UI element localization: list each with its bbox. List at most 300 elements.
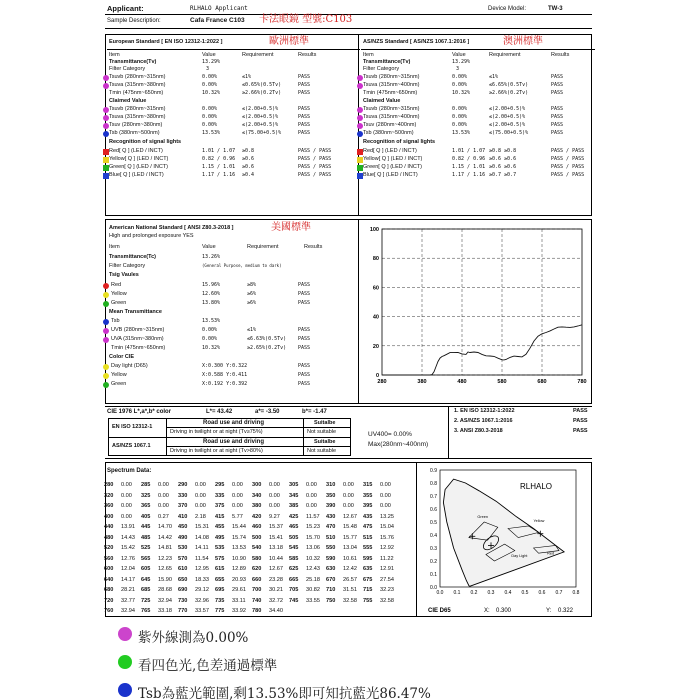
spectrum-wavelength: 680 xyxy=(104,587,114,593)
as-rows2-item: Tsuvb (280nm~315nm) xyxy=(363,106,420,112)
spectrum-value: 25.18 xyxy=(306,576,320,583)
spectrum-value: 33.92 xyxy=(232,608,246,614)
cie-y-value: 0.322 xyxy=(558,608,574,614)
spectrum-wavelength: 665 xyxy=(289,576,299,583)
spectrum-value: 0.00 xyxy=(269,482,280,488)
summary-item: 2. AS/NZS 1067.1:2016 xyxy=(454,418,513,424)
eu-title-line xyxy=(107,49,360,50)
spectrum-wavelength: 375 xyxy=(215,503,225,509)
eu-signal-value: 1.01 / 1.07 xyxy=(202,148,236,154)
lab-bottom-line xyxy=(105,458,592,459)
spectrum-value: 0.00 xyxy=(269,503,280,509)
spectrum-value: 12.42 xyxy=(343,566,357,572)
spectrum-value: 2.18 xyxy=(195,513,206,520)
spectrum-value: 10.61 xyxy=(343,555,357,562)
spectrum-row xyxy=(104,608,289,614)
cie-x-tick: 0.2 xyxy=(470,590,478,596)
sample-value: Cafa France C103 xyxy=(190,17,245,24)
us-mean_rows-req: ≥2.65%(0.2Tv) xyxy=(247,345,287,351)
device-label: Device Model: xyxy=(488,6,527,12)
spectrum-value: 0.00 xyxy=(121,492,132,499)
spectrum-wavelength: 465 xyxy=(289,524,299,530)
summary-item: 3. ANSI Z80.3-2018 xyxy=(454,428,503,434)
applicant-value: RLHALO Applicant xyxy=(190,5,248,12)
as-signal-req: ≥0.6 ≥0.6 xyxy=(489,156,517,162)
spectrum-value: 0.00 xyxy=(195,503,206,509)
road-std-2: AS/NZS 1067.1 xyxy=(112,443,151,449)
spectrum-wavelength: 310 xyxy=(326,482,336,488)
spectrum-value: 14.17 xyxy=(121,576,135,583)
spectrum-value: 13.18 xyxy=(269,545,283,551)
plot-frame xyxy=(382,229,582,375)
us-tsig_rows-req: ≥6% xyxy=(247,300,257,306)
spectrum-value: 23.28 xyxy=(269,576,283,583)
spectrum-value: 15.70 xyxy=(306,534,320,541)
spectrum-value: 12.67 xyxy=(343,513,357,520)
eu-signal: Recognition of signal lights xyxy=(109,139,182,145)
spectrum-row xyxy=(104,566,400,572)
as-signal-req: ≥0.7 ≥0.7 xyxy=(489,172,517,178)
spectrum-wavelength: 535 xyxy=(215,545,225,551)
spectrum-row xyxy=(104,598,400,604)
spectrum-wavelength: 350 xyxy=(326,492,336,499)
spectrum-value: 11.22 xyxy=(380,555,394,562)
eu-rows2-req: ≤(75.00+0.5)% xyxy=(242,130,282,136)
spectrum-wavelength: 395 xyxy=(363,503,373,509)
spectrum-value: 32.23 xyxy=(380,587,394,593)
x-tick-label: 280 xyxy=(377,379,387,385)
spectrum-wavelength: 405 xyxy=(141,513,151,520)
us-tsig_rows-res: PASS xyxy=(298,291,311,297)
eu-signal-res: PASS / PASS xyxy=(298,164,332,170)
summary-divider xyxy=(448,406,449,458)
cie-region-label: Day Light xyxy=(511,554,528,559)
as-rows1-res: PASS xyxy=(551,74,564,80)
as-signal-req: ≥0.6 ≥0.6 xyxy=(489,164,517,170)
spectrum-wavelength: 630 xyxy=(326,566,336,572)
spectrum-value: 15.04 xyxy=(380,524,394,530)
legend-dot xyxy=(118,683,132,697)
cie-x-value: 0.300 xyxy=(496,608,512,614)
spectrum-value: 0.00 xyxy=(158,482,169,488)
spectrum-wavelength: 600 xyxy=(104,566,114,572)
spectrum-wavelength: 675 xyxy=(363,576,373,583)
spectrum-wavelength: 560 xyxy=(104,555,114,562)
eu-rows2-res: PASS xyxy=(298,114,311,120)
road-head-2: Road use and driving xyxy=(203,439,265,445)
as-rows2-value: 13.53% xyxy=(452,130,471,136)
uv400-sub: Max(280nm~400nm) xyxy=(368,441,429,448)
spectrum-value: 15.90 xyxy=(158,576,172,583)
us-filter-val: (General Purpose, medium to dark) xyxy=(202,263,282,268)
road-row-1: Driving in twilight or at night (Tv≥75%) xyxy=(170,429,263,435)
us-mean_rows-req: ≤6.63%(0.5Tv) xyxy=(247,336,287,342)
spectrum-value: 12.43 xyxy=(306,566,320,572)
spectrum-wavelength: 570 xyxy=(178,555,188,562)
spectrum-wavelength: 505 xyxy=(289,534,299,541)
us-sub: High and prolonged exposure YES xyxy=(109,233,194,239)
spectrum-wavelength: 385 xyxy=(289,503,299,509)
spectrum-wavelength: 315 xyxy=(363,482,373,488)
road-std-1: EN ISO 12312-1 xyxy=(112,424,153,430)
spectrum-wavelength: 410 xyxy=(178,513,188,520)
spectrum-wavelength: 445 xyxy=(141,524,151,530)
summary-result: PASS xyxy=(573,418,588,424)
us-mean: Mean Transmittance xyxy=(109,309,162,315)
as-col-res: Results xyxy=(551,52,570,58)
spectrum-value: 13.91 xyxy=(121,524,135,530)
as-rows1-value: 0.00% xyxy=(452,82,468,88)
spectrum-wavelength: 415 xyxy=(215,513,225,520)
spectrum-wavelength: 365 xyxy=(141,503,151,509)
spectrum-value: 30.82 xyxy=(306,587,320,593)
summary-result: PASS xyxy=(573,428,588,434)
spectrum-wavelength: 615 xyxy=(215,566,225,572)
us-col-req: Requirement xyxy=(247,244,279,250)
spectrum-value: 32.58 xyxy=(380,597,394,604)
eu-rows2-item: Tsuv (280nm~380nm) xyxy=(109,122,163,128)
spectrum-wavelength: 730 xyxy=(178,597,188,604)
spectrum-value: 15.23 xyxy=(306,524,320,530)
spectrum-value: 20.93 xyxy=(232,576,246,583)
eu-title: European Standard [ EN ISO 12312-1:2022 ] xyxy=(109,39,223,45)
spectrum-value: 9.27 xyxy=(269,513,280,520)
cie-chart xyxy=(418,464,590,616)
spectrum-value: 12.76 xyxy=(121,555,135,562)
y-tick-label: 40 xyxy=(372,314,379,321)
us-cn: 美國標準 xyxy=(271,222,311,233)
spectrum-value: 12.23 xyxy=(158,555,172,562)
spectrum-wavelength: 710 xyxy=(326,587,336,593)
as-rows2-req: ≤(2.00+0.5)% xyxy=(489,114,526,120)
spectrum-wavelength: 580 xyxy=(252,555,262,562)
spectrum-value: 15.31 xyxy=(195,524,209,530)
eu-rows1-item: Tsuvb (280nm~315nm) xyxy=(109,74,166,80)
legend-dot xyxy=(118,627,132,641)
as-signal-res: PASS / PASS xyxy=(551,156,585,162)
y-tick-label: 20 xyxy=(372,343,379,350)
as-rows1-res: PASS xyxy=(551,90,564,96)
eu-rows1-value: 0.00% xyxy=(202,82,218,88)
spectrum-value: 32.72 xyxy=(269,597,283,604)
us-mean_rows-item: Tmin (475nm~650nm) xyxy=(111,345,166,351)
spectrum-value: 0.00 xyxy=(380,482,391,488)
spectrum-value: 14.81 xyxy=(158,545,172,551)
spectrum-value: 15.41 xyxy=(269,534,283,541)
spectrum-wavelength: 440 xyxy=(104,524,114,530)
spectrum-value: 0.00 xyxy=(121,503,132,509)
spectrum-value: 15.74 xyxy=(232,534,246,541)
eu-signal-item: Blue[ Q ] (LED / INCT) xyxy=(109,172,164,178)
eu-filter-val: 3 xyxy=(206,66,210,72)
spectrum-wavelength: 540 xyxy=(252,545,262,551)
us-tsig_rows-item: Green xyxy=(111,300,127,306)
spectrum-value: 0.27 xyxy=(158,513,169,520)
spectrum-wavelength: 435 xyxy=(363,513,373,520)
us-transmittance: Transmittance(Tc) xyxy=(109,254,156,260)
eu-signal-value: 0.82 / 0.96 xyxy=(202,156,236,162)
spectrum-value: 0.00 xyxy=(306,492,317,499)
as-signal-value: 1.01 / 1.07 xyxy=(452,148,486,154)
eu-signal-req: ≥0.6 xyxy=(242,156,255,162)
spectrum-wavelength: 575 xyxy=(215,555,225,562)
us-col-res: Results xyxy=(304,244,323,250)
us-mean_rows-res: PASS xyxy=(298,336,311,342)
cie-y-tick: 0.1 xyxy=(430,572,437,578)
cie-y-label: Y: xyxy=(546,608,552,614)
eu-claimed: Claimed Value xyxy=(109,98,147,104)
spectrum-value: 32.77 xyxy=(121,597,135,604)
spectrum-wavelength: 645 xyxy=(141,576,151,583)
spectrum-value: 0.00 xyxy=(121,482,132,488)
cie-y-tick: 0.9 xyxy=(430,468,437,474)
spectrum-wavelength: 340 xyxy=(252,492,262,499)
as-signal-item: Green[ Q ] (LED / INCT) xyxy=(363,164,422,170)
y-tick-label: 80 xyxy=(372,256,379,263)
spectrum-value: 13.25 xyxy=(380,513,394,520)
as-rows1-item: Tsuvb (280nm~315nm) xyxy=(363,74,420,80)
eu-rows2-res: PASS xyxy=(298,122,311,128)
spectrum-value: 10.90 xyxy=(232,555,246,562)
as-title: AS/NZS Standard [ AS/NZS 1067.1:2016 ] xyxy=(363,39,470,45)
spectrum-wavelength: 590 xyxy=(326,555,336,562)
as-rows1-req: ≤6.65%(0.5Tv) xyxy=(489,82,529,88)
us-tsig_rows-res: PASS xyxy=(298,282,311,288)
spectrum-wavelength: 750 xyxy=(326,597,336,604)
spectrum-value: 10.32 xyxy=(306,555,320,562)
spectrum-wavelength: 460 xyxy=(252,524,262,530)
spectrum-value: 28.21 xyxy=(121,587,135,593)
us-tsig_rows-req: ≥8% xyxy=(247,282,257,288)
eu-signal-req: ≥0.4 xyxy=(242,172,255,178)
us-divider xyxy=(358,219,359,404)
us-cie-item: Day light (D65) xyxy=(111,363,148,369)
us-tsig_rows-dot xyxy=(103,301,109,307)
spectrum-title: Spectrum Data: xyxy=(107,468,152,474)
as-rows2-item: Tsuv (280nm~400nm) xyxy=(363,122,417,128)
us-cie-dot xyxy=(103,364,109,370)
spectrum-value: 15.37 xyxy=(269,524,283,530)
us-tsig_rows-value: 12.60% xyxy=(202,291,221,297)
cie-x-tick: 0.4 xyxy=(504,590,512,596)
spectrum-value: 0.00 xyxy=(343,492,354,499)
eu-signal-res: PASS / PASS xyxy=(298,156,332,162)
lab-b: b*= -1.47 xyxy=(302,409,327,415)
as-rows2-req: ≤(75.00+0.5)% xyxy=(489,130,529,136)
eu-rows2-res: PASS xyxy=(298,130,311,136)
summary-item: 1. EN ISO 12312-1:2022 xyxy=(454,408,515,414)
x-tick-label: 380 xyxy=(417,379,427,385)
y-tick-label: 60 xyxy=(372,285,379,292)
spectrum-wavelength: 625 xyxy=(289,566,299,572)
spectrum-wavelength: 490 xyxy=(178,534,188,541)
road-row-1-res: Not suitable xyxy=(307,429,337,435)
spectrum-value: 30.21 xyxy=(269,587,283,593)
spectrum-wavelength: 330 xyxy=(178,492,188,499)
as-rows2-item: Tsb (380nm~500nm) xyxy=(363,130,414,136)
eu-rows1-req: ≥2.66%(0.2Tv) xyxy=(242,90,282,96)
eu-rows1-res: PASS xyxy=(298,82,311,88)
as-rows2-res: PASS xyxy=(551,106,564,112)
legend-text: Tsb為藍光範圍,剩13.53%即可知抗藍光86.47% xyxy=(138,686,431,700)
eu-rows2-req: ≤(2.00+0.5)% xyxy=(242,106,279,112)
spectrum-value: 32.94 xyxy=(158,597,172,604)
spectrum-value: 29.12 xyxy=(195,587,209,593)
as-transmittance-val: 13.29% xyxy=(452,59,471,65)
spectrum-wavelength: 700 xyxy=(252,587,262,593)
road-line-3 xyxy=(166,446,351,447)
spectrum-row xyxy=(104,556,400,562)
us-tsig_rows-item: Red xyxy=(111,282,122,288)
spectrum-wavelength: 515 xyxy=(363,534,373,541)
spectrum-wavelength: 545 xyxy=(289,545,299,551)
as-rows1-res: PASS xyxy=(551,82,564,88)
spectrum-wavelength: 650 xyxy=(178,576,188,583)
us-cie-item: Yellow xyxy=(111,372,127,378)
spectrum-wavelength: 285 xyxy=(141,482,151,488)
spectrum-wavelength: 740 xyxy=(252,597,262,604)
sample-cn: 卡法眼鏡 型號:C103 xyxy=(259,14,353,25)
spectrum-wavelength: 450 xyxy=(178,524,188,530)
spectrum-wavelength: 345 xyxy=(289,492,299,499)
eu-signal-res: PASS / PASS xyxy=(298,172,332,178)
cie-x-tick: 0.3 xyxy=(487,590,495,596)
as-rows2-res: PASS xyxy=(551,130,564,136)
eu-rows2-value: 0.00% xyxy=(202,122,218,128)
spectrum-wavelength: 765 xyxy=(141,608,151,614)
spectrum-value: 12.95 xyxy=(195,566,209,572)
cie-y-tick: 0.6 xyxy=(430,507,437,513)
us-mean_rows-dot xyxy=(103,337,109,343)
cie-region-label: Yellow xyxy=(533,519,545,523)
lab-a: a*= -3.50 xyxy=(255,409,280,415)
eu-signal-value: 1.15 / 1.01 xyxy=(202,164,236,170)
legend-dot xyxy=(118,655,132,669)
x-tick-label: 580 xyxy=(497,379,507,385)
as-rows2-value: 0.00% xyxy=(452,106,468,112)
cie-y-tick: 0.0 xyxy=(430,585,437,591)
as-rows2-value: 0.00% xyxy=(452,122,468,128)
cie-y-tick: 0.8 xyxy=(430,481,437,487)
spectrum-value: 14.42 xyxy=(158,534,172,541)
spectrum-value: 15.76 xyxy=(380,534,394,541)
eu-transmittance: Transmittance(Tv) xyxy=(109,59,157,65)
spectrum-value: 15.44 xyxy=(232,524,246,530)
spectrum-wavelength: 550 xyxy=(326,545,336,551)
eu-rows2-value: 0.00% xyxy=(202,114,218,120)
legend-text: 看四色光,色差通過標準 xyxy=(138,658,278,674)
eu-signal-item: Green[ Q ] (LED / INCT) xyxy=(109,164,168,170)
spectrum-wavelength: 520 xyxy=(104,545,114,551)
y-tick-label: 0 xyxy=(375,373,379,379)
spectrum-row xyxy=(104,524,400,530)
spectrum-wavelength: 455 xyxy=(215,524,225,530)
as-rows1-req: ≥2.66%(0.2Tv) xyxy=(489,90,529,96)
spectrum-value: 0.00 xyxy=(121,513,132,520)
spectrum-value: 29.61 xyxy=(232,587,246,593)
spectrum-value: 0.00 xyxy=(380,492,391,499)
spectrum-wavelength: 725 xyxy=(141,597,151,604)
spectrum-value: 10.44 xyxy=(269,555,283,562)
cie-y-tick: 0.4 xyxy=(430,533,437,539)
spectrum-wavelength: 640 xyxy=(104,576,114,583)
spectrum-value: 12.04 xyxy=(121,566,135,572)
road-line-1 xyxy=(166,427,351,428)
as-cn: 澳洲標準 xyxy=(503,36,543,47)
cie-region-label: Red xyxy=(547,551,555,556)
spectrum-wavelength: 510 xyxy=(326,534,336,541)
spectrum-wavelength: 475 xyxy=(363,524,373,530)
spectrum-wavelength: 565 xyxy=(141,555,151,562)
eu-signal-item: Red[ Q ] (LED / INCT) xyxy=(109,148,163,154)
eu-filter: Filter Category xyxy=(109,66,146,72)
spectrum-wavelength: 370 xyxy=(178,503,188,509)
spectrum-value: 33.57 xyxy=(195,608,209,614)
cie-brand: RLHALO xyxy=(519,482,553,491)
us-mean_rows-value: 10.32% xyxy=(202,345,221,351)
us-mean_rows-value: 0.00% xyxy=(202,327,218,333)
us-cie-item: Green xyxy=(111,381,127,387)
cie-x-tick: 0.7 xyxy=(555,590,563,596)
spectrum-row xyxy=(104,503,400,509)
us-mean_rows-item: UVA (315nm~380nm) xyxy=(111,336,164,342)
us-tsig_rows-item: Yellow xyxy=(111,291,127,297)
us-cie-value: X:0.588 Y:0.411 xyxy=(202,372,248,378)
cie-x-tick: 0.0 xyxy=(436,590,444,596)
eu-signal-value: 1.17 / 1.16 xyxy=(202,172,236,178)
road-head-1: Road use and driving xyxy=(203,420,265,426)
spectrum-wavelength: 755 xyxy=(363,597,373,604)
us-mean_rows-dot xyxy=(103,319,109,325)
spectrum-wavelength: 695 xyxy=(215,587,225,593)
spectrum-value: 0.00 xyxy=(232,503,243,509)
us-tsig: Tsig Vaules xyxy=(109,272,139,278)
us-cie-res: PASS xyxy=(298,372,311,378)
spectrum-wavelength: 525 xyxy=(141,545,151,551)
applicant-label: Applicant: xyxy=(107,4,144,13)
as-title-line xyxy=(361,49,595,50)
spectrum-value: 15.42 xyxy=(121,545,135,551)
eu-rows2-item: Tsuvb (280nm~315nm) xyxy=(109,106,166,112)
as-signal-res: PASS / PASS xyxy=(551,148,585,154)
spectrum-value: 14.43 xyxy=(121,534,135,541)
road-row-2-res: Not suitable xyxy=(307,448,337,454)
spectrum-row xyxy=(104,482,400,488)
spectrum-wavelength: 780 xyxy=(252,608,262,614)
spectrum-wavelength: 585 xyxy=(289,555,299,562)
lab-top-line xyxy=(105,406,592,407)
spectrum-wavelength: 290 xyxy=(178,482,188,488)
eu-signal-res: PASS / PASS xyxy=(298,148,332,154)
as-signal-item: Yellow[ Q ] (LED / INCT) xyxy=(363,156,423,162)
as-col-req: Requirement xyxy=(489,52,521,58)
lab-l: L*= 43.42 xyxy=(206,409,233,415)
cie-x-tick: 0.8 xyxy=(572,590,580,596)
eu-rows1-item: Tsuva (315nm~380nm) xyxy=(109,82,166,88)
spectrum-wavelength: 325 xyxy=(141,492,151,499)
spectrum-value: 15.77 xyxy=(343,534,357,541)
cie-x-tick: 0.1 xyxy=(453,590,461,596)
cie-y-tick: 0.7 xyxy=(430,494,437,500)
eu-rows1-value: 0.00% xyxy=(202,74,218,80)
cie-x-tick: 0.6 xyxy=(538,590,546,596)
eu-rows2-item: Tsuva (315nm~380nm) xyxy=(109,114,166,120)
spectrum-value: 32.96 xyxy=(195,597,209,604)
cie-x-label: X: xyxy=(484,608,490,614)
as-col-item: Item xyxy=(363,52,374,58)
as-filter-val: 3 xyxy=(456,66,460,72)
spectrum-value: 27.54 xyxy=(380,576,394,583)
